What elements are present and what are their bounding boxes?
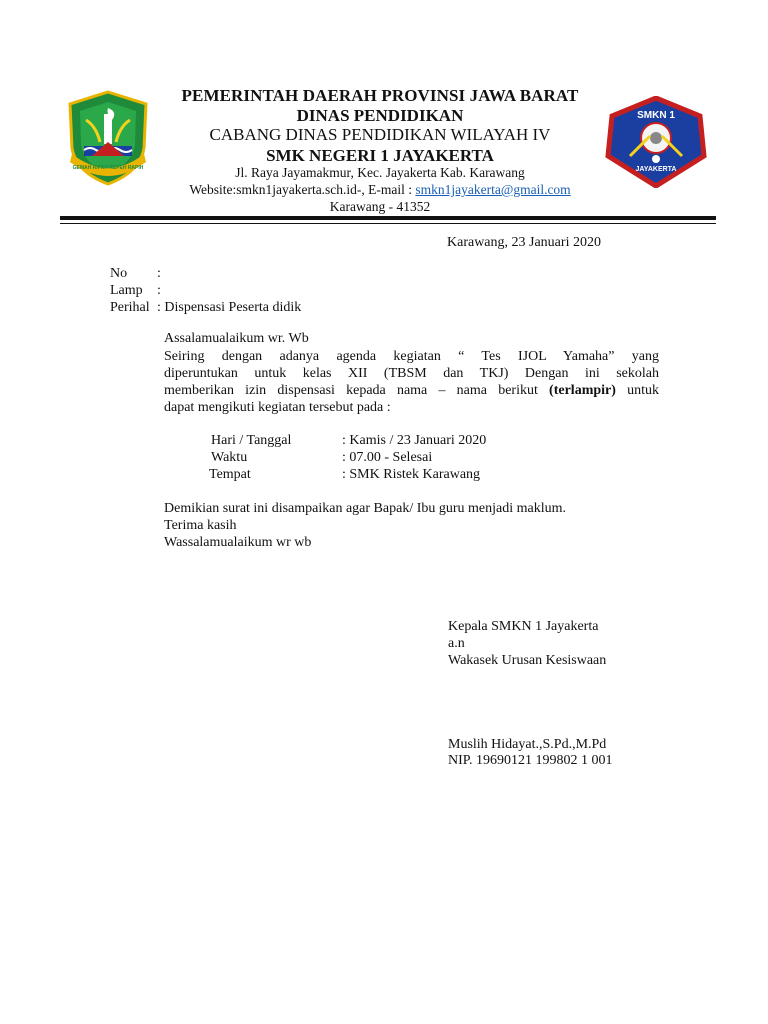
- body-line-2: diperuntukan untuk kelas XII (TBSM dan TKJ) Dengan ini sekolah: [164, 366, 659, 381]
- school-logo-bottom: JAYAKERTA: [635, 166, 677, 173]
- signature-an: a.n: [448, 636, 465, 651]
- detail-value-time: : 07.00 - Selesai: [342, 450, 433, 465]
- letterhead-city-zip: Karawang - 41352: [329, 199, 431, 214]
- signature-nip: NIP. 19690121 199802 1 001: [448, 753, 613, 768]
- email-link[interactable]: smkn1jayakerta@gmail.com: [415, 182, 571, 197]
- letterhead-divider-thin: [60, 223, 716, 224]
- letterhead-department: DINAS PENDIDIKAN: [296, 106, 464, 125]
- province-logo: [66, 90, 150, 186]
- school-logo: [600, 96, 712, 188]
- meta-no-label: No: [110, 266, 128, 281]
- closing-line-1: Demikian surat ini disampaikan agar Bapak/ Ibu guru menjadi maklum.: [164, 501, 567, 516]
- body-line-4: dapat mengikuti kegiatan tersebut pada :: [164, 400, 391, 415]
- signature-title: Kepala SMKN 1 Jayakerta: [448, 619, 599, 634]
- meta-perihal-value: : Dispensasi Peserta didik: [157, 300, 302, 315]
- letterhead-school: SMK NEGERI 1 JAYAKERTA: [266, 146, 494, 165]
- meta-lamp-label: Lamp: [110, 283, 143, 298]
- letterhead-government: PEMERINTAH DAERAH PROVINSI JAWA BARAT: [181, 86, 579, 105]
- body-line-3-bold: (terlampir): [549, 383, 616, 398]
- letterhead-address: Jl. Raya Jayamakmur, Kec. Jayakerta Kab. Karawang: [235, 165, 525, 180]
- meta-perihal-label: Perihal: [110, 300, 150, 315]
- detail-label-place: Tempat: [209, 467, 251, 482]
- meta-lamp-colon: :: [157, 283, 161, 298]
- detail-label-time: Waktu: [211, 450, 248, 465]
- closing-line-2: Terima kasih: [164, 518, 237, 533]
- province-logo-ribbon: GEMAH RIPAH REPEH RAPIH: [72, 165, 144, 171]
- school-logo-top: SMKN 1: [637, 110, 675, 121]
- letterhead-branch: CABANG DINAS PENDIDIKAN WILAYAH IV: [209, 125, 551, 144]
- greeting: Assalamualaikum wr. Wb: [164, 331, 309, 346]
- letterhead-contact: [150, 182, 610, 198]
- website-text: Website:smkn1jayakerta.sch.id-, E-mail :: [189, 182, 416, 197]
- signature-role: Wakasek Urusan Kesiswaan: [448, 653, 607, 668]
- body-line-3: [164, 382, 659, 399]
- detail-label-date: Hari / Tanggal: [211, 433, 292, 448]
- letter-date: Karawang, 23 Januari 2020: [447, 235, 601, 250]
- meta-no-colon: :: [157, 266, 161, 281]
- detail-value-date: : Kamis / 23 Januari 2020: [342, 433, 487, 448]
- detail-value-place: : SMK Ristek Karawang: [342, 467, 481, 482]
- letterhead-divider-thick: [60, 216, 716, 220]
- body-line-1: Seiring dengan adanya agenda kegiatan “ Tes IJOL Yamaha” yang: [164, 349, 659, 364]
- body-line-3-b: untuk: [615, 383, 659, 398]
- signature-name: Muslih Hidayat.,S.Pd.,M.Pd: [448, 737, 607, 752]
- body-line-3-a: memberikan izin dispensasi kepada nama – nama berikut: [164, 383, 550, 398]
- closing-line-3: Wassalamualaikum wr wb: [164, 535, 312, 550]
